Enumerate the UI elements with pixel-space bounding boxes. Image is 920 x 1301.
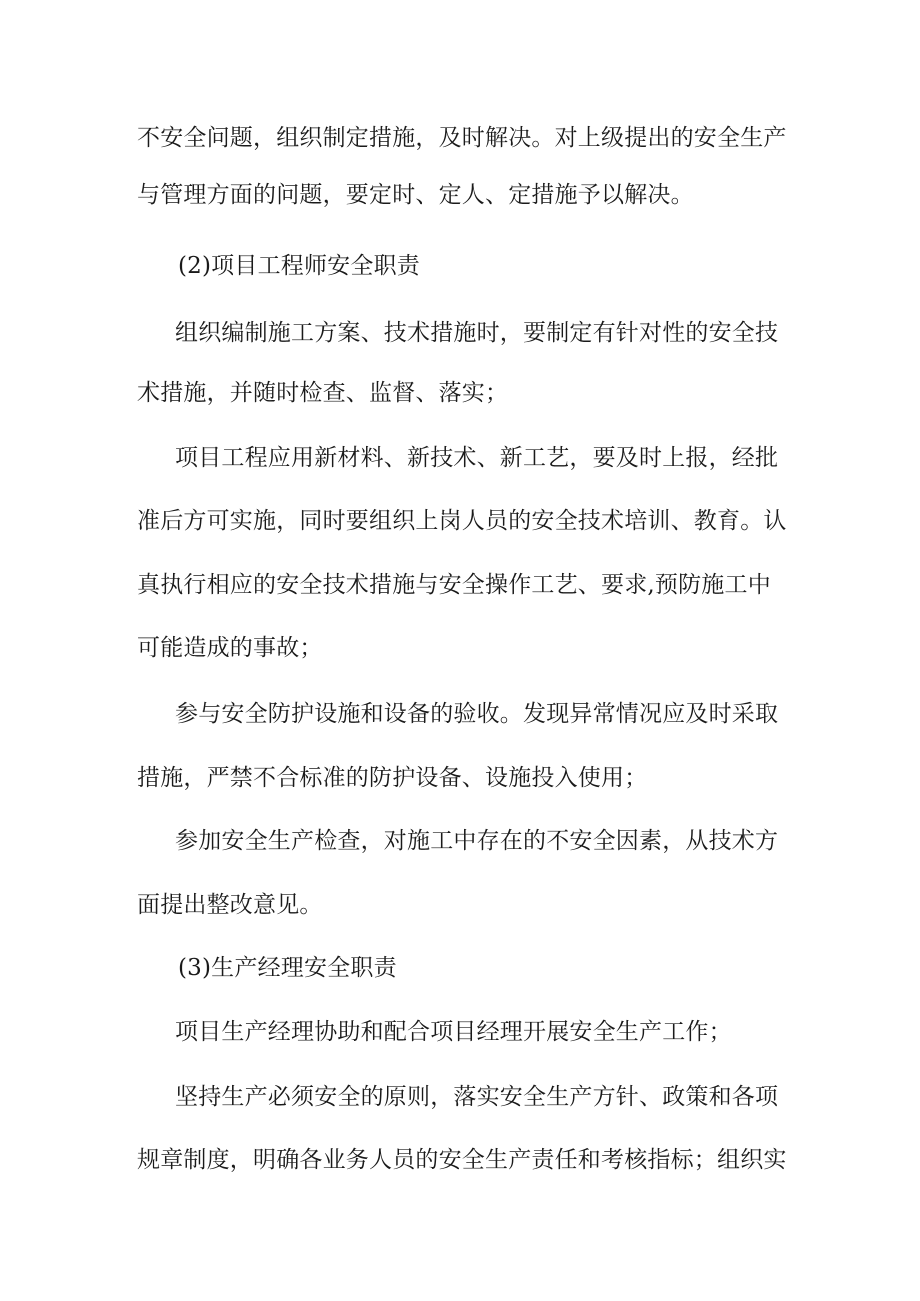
section-heading-production-manager: (3)生产经理安全职责 <box>178 955 397 981</box>
paragraph-line: 组织编制施工方案、技术措施时，要制定有针对性的安全技 <box>175 320 779 346</box>
paragraph-line: 参加安全生产检查，对施工中存在的不安全因素，从技术方 <box>175 828 779 854</box>
paragraph-line: 真执行相应的安全技术措施与安全操作工艺、要求,预防施工中 <box>137 572 771 598</box>
paragraph-line: 准后方可实施，同时要组织上岗人员的安全技术培训、教育。认 <box>137 508 787 534</box>
paragraph-line: 术措施，并随时检查、监督、落实； <box>137 380 509 406</box>
paragraph-line: 可能造成的事故； <box>137 635 323 661</box>
paragraph-line: 措施，严禁不合标准的防护设备、设施投入使用； <box>137 765 648 791</box>
section-heading-project-engineer: (2)项目工程师安全职责 <box>178 253 420 279</box>
paragraph-line: 项目工程应用新材料、新技术、新工艺，要及时上报，经批 <box>175 445 779 471</box>
paragraph-line: 面提出整改意见。 <box>137 892 323 918</box>
paragraph-line: 与管理方面的问题，要定时、定人、定措施予以解决。 <box>137 182 694 208</box>
paragraph-line: 规章制度，明确各业务人员的安全生产责任和考核指标；组织实 <box>137 1147 787 1173</box>
paragraph-line: 坚持生产必须安全的原则，落实安全生产方针、政策和各项 <box>175 1084 779 1110</box>
paragraph-line: 不安全问题，组织制定措施，及时解决。对上级提出的安全生产 <box>137 125 787 151</box>
paragraph-line: 参与安全防护设施和设备的验收。发现异常情况应及时采取 <box>175 701 779 727</box>
paragraph-line: 项目生产经理协助和配合项目经理开展安全生产工作； <box>175 1019 732 1045</box>
